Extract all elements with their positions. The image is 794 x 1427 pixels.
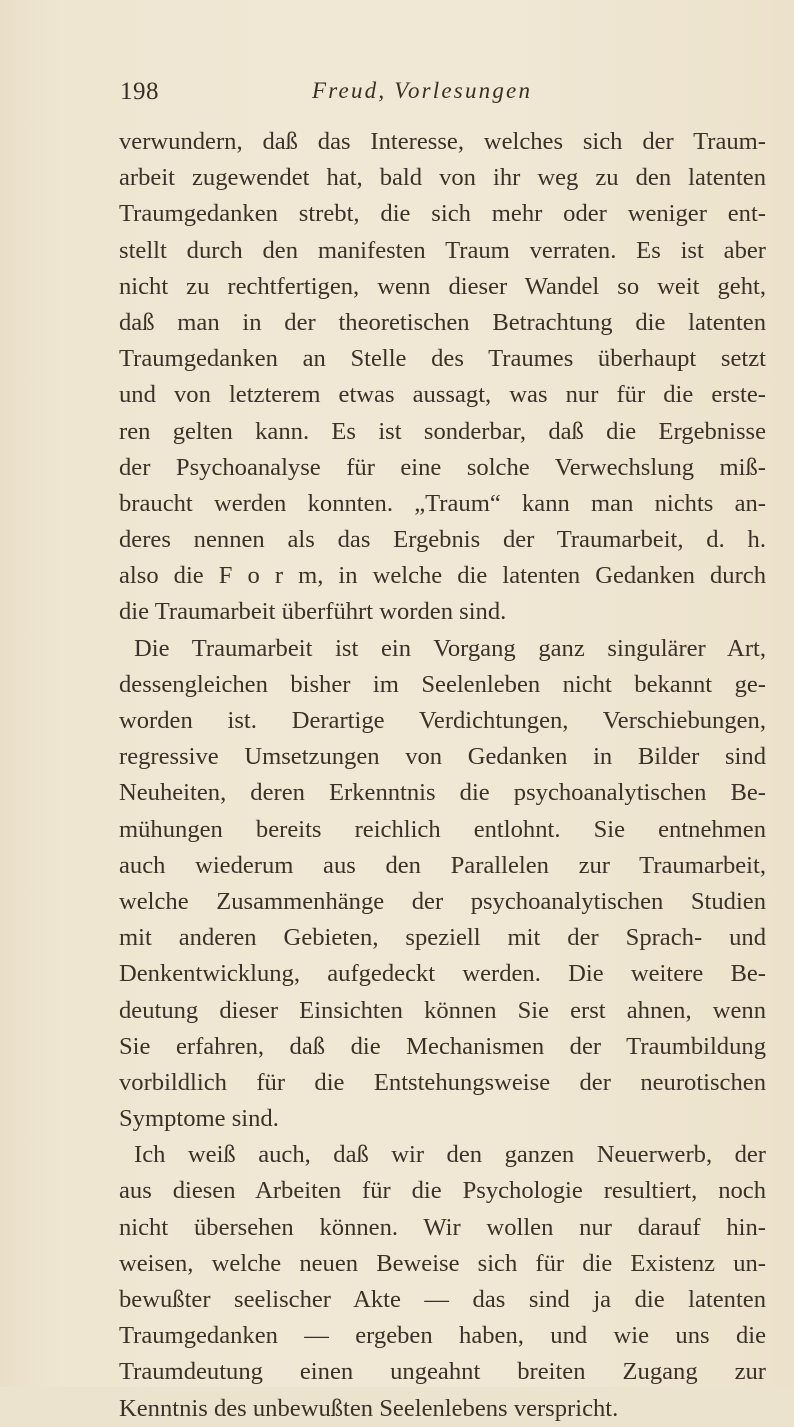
text-line: nicht übersehen können. Wir wollen nur darauf hin- [119,1213,766,1241]
text-line: welche Zusammenhänge der psychoanalytischen Studien [119,887,766,915]
text-line: verwundern, daß das Interesse, welches sich der Traum- [119,128,766,155]
text-line: Traumdeutung einen ungeahnt breiten Zugang zur [119,1358,766,1386]
text-line: vorbildlich für die Entstehungsweise der neurotischen [119,1068,766,1096]
running-head [120,78,572,118]
running-title: Freud, Vorlesungen [312,78,533,103]
text-line: Traumgedanken — ergeben haben, und wie uns die [119,1322,766,1350]
text-line: nicht zu rechtfertigen, wenn dieser Wandel so weit geht, [119,272,766,300]
text-line: Ich weiß auch, daß wir den ganzen Neuerwerb, der [134,1141,766,1169]
paragraph [119,631,766,1138]
text-line: bewußter seelischer Akte — das sind ja die latenten [119,1286,766,1313]
text-line: ren gelten kann. Es ist sonderbar, daß die Ergebnisse [119,417,766,445]
page-number: 198 [120,78,159,105]
paragraph [119,1137,766,1427]
text-line: also die F o r m, in welche die latenten Gedanken durch [119,562,766,590]
text-line: und von letzterem etwas aussagt, was nur für die erste- [119,381,766,409]
text-line: der Psychoanalyse für eine solche Verwechslung miß- [119,453,766,481]
text-line: Kenntnis des unbewußten Seelenlebens verspricht. [119,1394,619,1422]
text-line: braucht werden konnten. „Traum“ kann man nichts an- [119,489,766,517]
text-line: arbeit zugewendet hat, bald von ihr weg zu den latenten [119,164,766,192]
text-line: deutung dieser Einsichten können Sie erst ahnen, wenn [119,996,766,1024]
text-line: Denkentwicklung, aufgedeckt werden. Die weitere Be- [119,960,766,988]
text-line: Traumgedanken an Stelle des Traumes überhaupt setzt [119,345,766,373]
text-line: regressive Umsetzungen von Gedanken in Bilder sind [119,743,766,771]
text-line: Symptome sind. [119,1105,279,1133]
text-line: daß man in der theoretischen Betrachtung die latenten [119,308,766,336]
text-line: mit anderen Gebieten, speziell mit der Sprach- und [119,924,766,952]
text-line: aus diesen Arbeiten für die Psychologie resultiert, noch [119,1177,766,1205]
body-text [119,124,766,1427]
text-line: worden ist. Derartige Verdichtungen, Verschiebungen, [119,707,766,734]
text-line: Traumgedanken strebt, die sich mehr oder weniger ent- [119,200,766,228]
text-line: Neuheiten, deren Erkenntnis die psychoanalytischen Be- [119,779,766,807]
text-line: weisen, welche neuen Beweise sich für die Existenz un- [119,1249,766,1277]
text-line: die Traumarbeit überführt worden sind. [119,598,507,626]
text-line: Die Traumarbeit ist ein Vorgang ganz singulärer Art, [134,634,766,662]
paragraph [119,124,766,631]
text-line: deres nennen als das Ergebnis der Traumarbeit, d. h. [119,526,766,554]
text-line: mühungen bereits reichlich entlohnt. Sie entnehmen [119,815,766,843]
text-line: stellt durch den manifesten Traum verraten. Es ist aber [119,236,766,264]
text-line: Sie erfahren, daß die Mechanismen der Traumbildung [119,1032,766,1060]
text-line: dessengleichen bisher im Seelenleben nicht bekannt ge- [119,670,766,698]
text-line: auch wiederum aus den Parallelen zur Traumarbeit, [119,851,766,879]
